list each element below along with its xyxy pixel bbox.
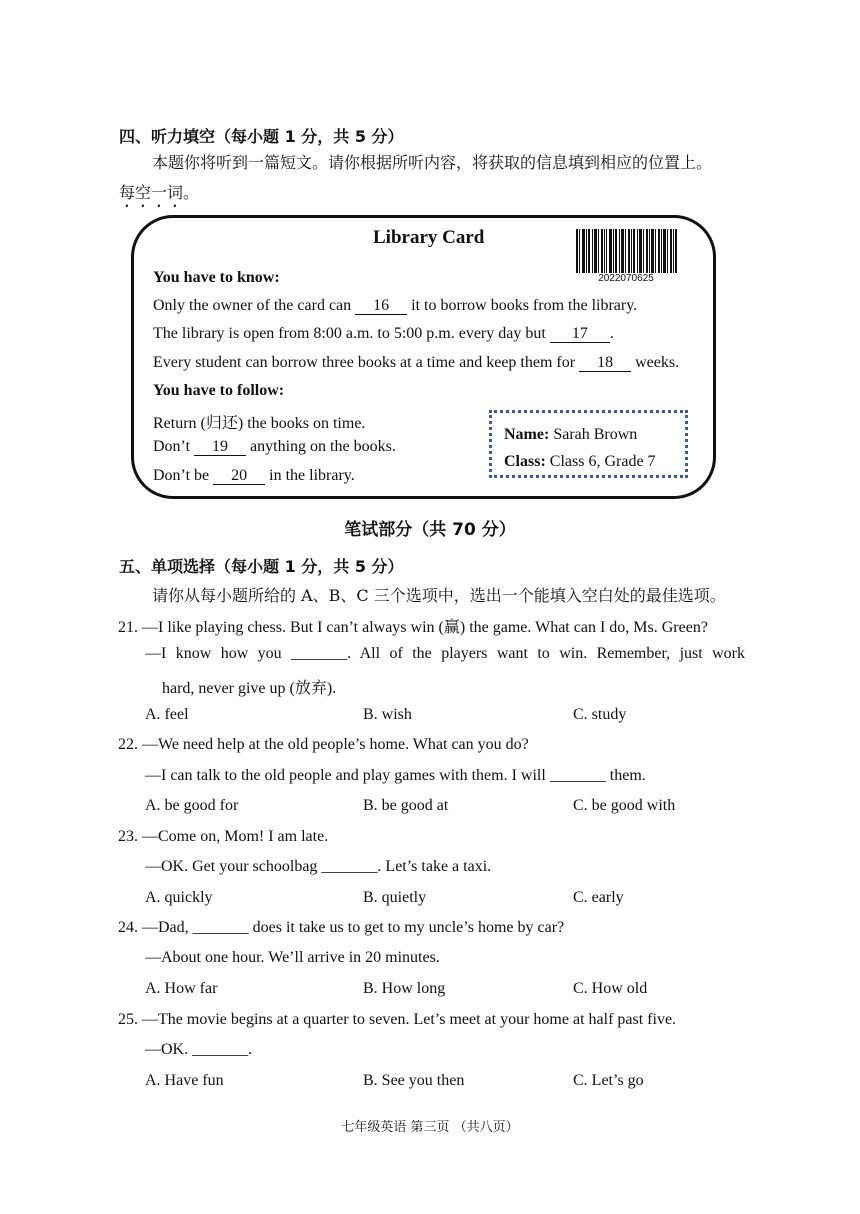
instruction-end-punctuation: 。	[183, 183, 200, 202]
name-label: Name:	[504, 426, 550, 443]
written-section-title: 笔试部分（共 70 分）	[344, 520, 516, 540]
card-rule-4: Return (归还) the books on time.	[153, 415, 366, 432]
question-25-option-c: C. Let’s go	[573, 1072, 644, 1089]
question-25-option-b: B. See you then	[363, 1072, 465, 1089]
question-22-option-a: A. be good for	[145, 797, 239, 814]
question-23-line-2: —OK. Get your schoolbag _______. Let’s take a taxi.	[145, 858, 492, 875]
rule-2-text-end: .	[609, 325, 614, 342]
question-23-option-b: B. quietly	[363, 889, 427, 906]
question-21-line-2: —I know how you _______. All of the players want to win. Remember, just work	[145, 645, 745, 662]
class-value: Class 6, Grade 7	[549, 453, 656, 470]
blank-17: 17	[550, 326, 610, 343]
rule-6-text-end: in the library.	[269, 467, 355, 484]
blank-19: 19	[194, 439, 246, 456]
class-label: Class:	[504, 453, 546, 470]
page-footer: 七年级英语 第三页 （共八页）	[341, 1120, 519, 1135]
question-21-option-c: C. study	[573, 706, 627, 723]
section5-instruction: 请你从每小题所给的 A、B、C 三个选项中，选出一个能填入空白处的最佳选项。	[152, 586, 726, 605]
question-23-option-a: A. quickly	[145, 889, 213, 906]
question-24-option-c: C. How old	[573, 980, 648, 997]
section4-instruction: 本题你将听到一篇短文。请你根据所听内容，将获取的信息填到相应的位置上。	[152, 153, 713, 172]
question-21-option-a: A. feel	[145, 706, 189, 723]
question-21-line-1: 21. —I like playing chess. But I can’t always win (赢) the game. What can I do, Ms. Green?	[118, 619, 708, 636]
rule-6-text: Don’t be	[153, 467, 210, 484]
question-21-option-b: B. wish	[363, 706, 412, 723]
question-22-line-1: 22. —We need help at the old people’s home. What can you do?	[118, 736, 529, 753]
barcode-number: 2022070625	[598, 273, 654, 284]
emphasized-text: 每空一词	[119, 183, 184, 202]
know-heading: You have to know:	[153, 269, 280, 286]
name-line	[504, 426, 637, 444]
name-value: Sarah Brown	[553, 426, 638, 443]
rule-1-text: Only the owner of the card can	[153, 297, 352, 314]
rule-1-text-end: it to borrow books from the library.	[411, 297, 638, 314]
section4-instruction-end	[119, 180, 199, 211]
barcode-icon	[575, 229, 677, 273]
rule-5-text-end: anything on the books.	[250, 438, 396, 455]
question-23-line-1: 23. —Come on, Mom! I am late.	[118, 828, 329, 845]
question-24-option-b: B. How long	[363, 980, 446, 997]
card-rule-6	[153, 467, 355, 485]
rule-5-text: Don’t	[153, 438, 191, 455]
rule-3-text-end: weeks.	[635, 354, 680, 371]
question-22-line-2: —I can talk to the old people and play games with them. I will _______ them.	[145, 767, 646, 784]
rule-2-text: The library is open from 8:00 a.m. to 5:00 p.m. every day but	[153, 325, 546, 342]
question-25-line-2: —OK. _______.	[145, 1041, 253, 1058]
question-25-option-a: A. Have fun	[145, 1072, 224, 1089]
card-title: Library Card	[373, 227, 485, 248]
question-24-line-2: —About one hour. We’ll arrive in 20 minutes.	[145, 949, 440, 966]
question-24-line-1: 24. —Dad, _______ does it take us to get to my uncle’s home by car?	[118, 919, 565, 936]
question-24-option-a: A. How far	[145, 980, 218, 997]
question-22-option-b: B. be good at	[363, 797, 449, 814]
blank-16: 16	[355, 298, 407, 315]
card-rule-5	[153, 438, 396, 456]
follow-heading: You have to follow:	[153, 382, 285, 399]
section4-heading: 四、听力填空（每小题 1 分，共 5 分）	[119, 127, 404, 146]
card-rule-2	[153, 325, 614, 343]
blank-20: 20	[213, 468, 265, 485]
section5-heading: 五、单项选择（每小题 1 分，共 5 分）	[119, 557, 404, 576]
question-25-line-1: 25. —The movie begins at a quarter to seven. Let’s meet at your home at half past five.	[118, 1011, 677, 1028]
rule-3-text: Every student can borrow three books at a time and keep them for	[153, 354, 576, 371]
question-21-line-3: hard, never give up (放弃).	[162, 680, 337, 697]
card-rule-3	[153, 354, 679, 372]
class-line	[504, 453, 656, 471]
card-rule-1	[153, 297, 637, 315]
question-23-option-c: C. early	[573, 889, 624, 906]
blank-18: 18	[579, 355, 631, 372]
question-22-option-c: C. be good with	[573, 797, 676, 814]
